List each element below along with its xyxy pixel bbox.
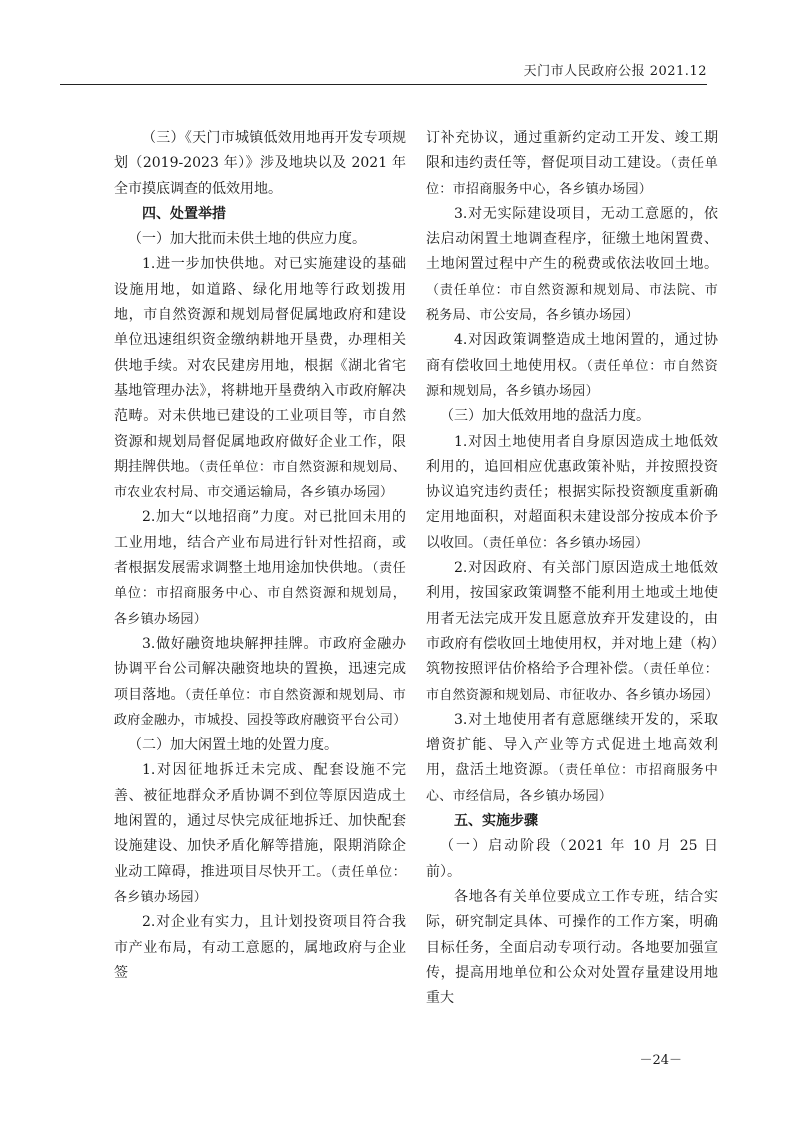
body-paragraph (426, 885, 718, 1011)
body-paragraph (426, 126, 718, 202)
paragraph-text: 五、实施步骤 (454, 813, 538, 830)
section-heading (426, 809, 718, 834)
page-header (60, 60, 707, 88)
body-paragraph (426, 202, 718, 328)
left-column (114, 126, 406, 986)
responsible-units: （责任单位：市自然资源和规划局，各乡镇办场园） (426, 358, 718, 399)
responsible-units: （责任单位：市自然资源和规划局、市征收办、各乡镇办场园） (426, 662, 719, 703)
paragraph-text: 2.加大“以地招商”力度。对已批回未用的工业用地，结合产业布局进行针对性招商，或者根据发展需求调整土地用途加快供地。 (114, 509, 406, 577)
publication-title: 天门市人民政府公报 2021.12 (523, 64, 707, 79)
body-paragraph (114, 505, 406, 631)
paragraph-text: （一）加大批而未供土地的供应力度。 (128, 231, 366, 248)
body-paragraph (426, 328, 718, 404)
paragraph-text: 1.进一步加快供地。对已实施建设的基础设施用地，如道路、绿化用地等行政划拨用地，市自然资源和规划局督促属地政府和建设单位迅速组织资金缴纳耕地开垦费，办理相关供地手续。对农民建房用地，根据《湖北省宅基地管理办法》，将耕地开垦费纳入市政府解决范畴。对未供地已建设的工业项目等，市自然资源和规划局督促属地政府做好企业工作，限期挂牌供地。 (114, 256, 406, 475)
paragraph-text: 4.对因政策调整造成土地闲置的，通过协商有偿收回土地使用权。 (426, 332, 718, 374)
right-column (426, 126, 718, 1011)
subsection-heading (426, 404, 718, 429)
body-paragraph (426, 430, 718, 556)
responsible-units: （责任单位：市自然资源和规划局、市政府金融办，市城投、园投等政府融资平台公司） (114, 687, 407, 728)
section-heading (114, 202, 406, 227)
subsection-heading (426, 834, 718, 885)
responsible-units: （责任单位：各乡镇办场园） (482, 535, 649, 551)
responsible-units: （责任单位：各乡镇办场园） (114, 864, 406, 905)
paragraph-text: （二）加大闲置土地的处置力度。 (128, 737, 338, 754)
paragraph-text: 订补充协议，通过重新约定动工开发、竣工期限和违约责任等，督促项目动工建设。 (426, 130, 718, 172)
body-paragraph (114, 758, 406, 910)
body-paragraph (426, 556, 718, 708)
page-number: －24－ (639, 1053, 682, 1068)
paragraph-text: 3.对无实际建设项目，无动工意愿的，依法启动闲置土地调查程序，征缴土地闲置费、土地闲置过程中产生的税费或依法收回土地。 (426, 205, 718, 273)
body-paragraph (114, 632, 406, 733)
body-paragraph (114, 910, 406, 986)
paragraph-text: （三）加大低效用地的盘活力度。 (440, 408, 650, 425)
paragraph-text: 各地各有关单位要成立工作专班，结合实际，研究制定具体、可操作的工作方案，明确目标任务，全面启动专项行动。各地要加强宣传，提高用地单位和公众对处置存量建设用地重大 (426, 888, 718, 1007)
paragraph-text: 四、处置举措 (142, 205, 226, 222)
body-paragraph (426, 708, 718, 809)
paragraph-text: 2.对企业有实力，且计划投资项目符合我市产业布局，有动工意愿的，属地政府与企业签 (114, 914, 406, 981)
responsible-units: （责任单位：市自然资源和规划局、市农业农村局、市交通运输局，各乡镇办场园） (114, 459, 406, 501)
paragraph-text: （三）《天门市城镇低效用地再开发专项规划（2019-2023 年）》涉及地块以及 2021 年全市摸底调查的低效用地。 (114, 130, 406, 197)
header-rule (60, 84, 707, 85)
responsible-units: （责任单位：市招商服务中心，各乡镇办场园） (426, 156, 718, 197)
paragraph-text: 1.对因土地使用者自身原因造成土地低效利用的，追回相应优惠政策补贴，并按照投资协议追究违约责任；根据实际投资额度重新确定用地面积，对超面积未建设部分按成本价予以收回。 (426, 433, 718, 551)
paragraph-text: 3.对土地使用者有意愿继续开发的，采取增资扩能、导入产业等方式促进土地高效利用，盘活土地资源。 (426, 711, 718, 779)
subsection-heading (114, 733, 406, 758)
subsection-heading (114, 227, 406, 252)
responsible-units: （责任单位：市招商服务中心、市自然资源和规划局，各乡镇办场园） (114, 561, 406, 627)
body-paragraph (114, 252, 406, 505)
responsible-units: （责任单位：市招商服务中心、市经信局，各乡镇办场园） (426, 763, 719, 804)
paragraph-text: 2.对因政府、有关部门原因造成土地低效利用，按国家政策调整不能利用土地或土地使用者无法完成开发且愿意放弃开发建设的，由市政府有偿收回土地使用权，并对地上建（构）筑物按照评估价格给予合理补偿。 (426, 560, 718, 678)
body-paragraph (114, 126, 406, 202)
paragraph-text: 3.做好融资地块解押挂牌。市政府金融办协调平台公司解决融资地块的置换，迅速完成项目落地。 (114, 635, 406, 703)
paragraph-text: 1.对因征地拆迁未完成、配套设施不完善、被征地群众矛盾协调不到位等原因造成土地闲置的，通过尽快完成征地拆迁、加快配套设施建设、加快矛盾化解等措施，限期消除企业动工障碍，推进项目尽快开工。 (114, 762, 406, 880)
paragraph-text: （一）启动阶段（2021 年 10 月 25 日前）。 (426, 838, 718, 880)
responsible-units: （责任单位：市自然资源和规划局、市法院、市税务局、市公安局，各乡镇办场园） (426, 282, 718, 324)
